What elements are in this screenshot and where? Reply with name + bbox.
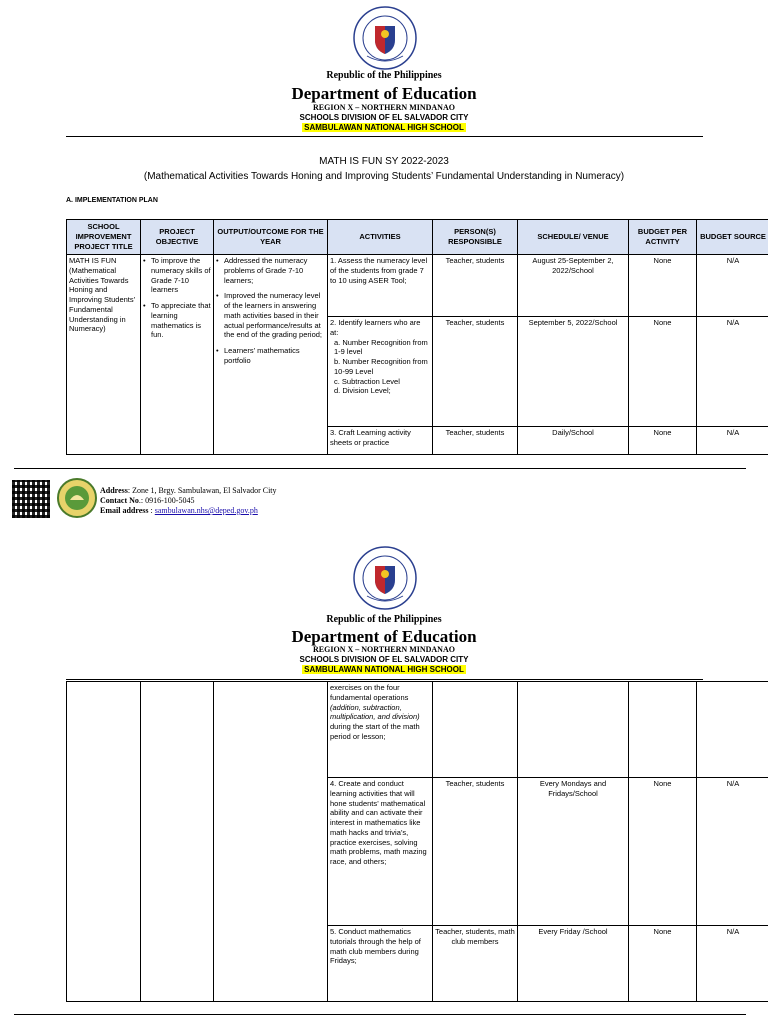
objectives-cell xyxy=(141,682,214,1002)
contact-value: .: 0916-100-5045 xyxy=(138,496,195,505)
document-subtitle: (Mathematical Activities Towards Honing and Improving Students’ Fundamental Understanding in Numeracy) xyxy=(143,171,625,182)
source-cell xyxy=(697,682,768,778)
header-rule xyxy=(66,679,703,680)
person-cell: Teacher, students xyxy=(433,317,518,427)
person-cell: Teacher, students xyxy=(433,778,518,926)
department-name: Department of Education xyxy=(291,627,477,646)
implementation-plan-table-continued xyxy=(66,681,768,1002)
activity-cell: 3. Craft Learning activity sheets or practice xyxy=(328,427,433,455)
table-row xyxy=(67,255,768,317)
source-cell: N/A xyxy=(697,317,768,427)
budget-cell: None xyxy=(629,778,697,926)
col-header: BUDGET PER ACTIVITY xyxy=(629,220,697,255)
source-cell: N/A xyxy=(697,926,768,1002)
col-header: SCHEDULE/ VENUE xyxy=(518,220,629,255)
project-title-cell: MATH IS FUN (Mathematical Activities Towards Honing and Improving Students’ Fundamental Understanding in Numeracy) xyxy=(67,255,141,455)
col-header: PERSON(S) RESPONSIBLE xyxy=(433,220,518,255)
level-item: b. Number Recognition from 10-99 Level xyxy=(334,357,428,376)
footer-rule xyxy=(14,1014,746,1015)
address-label: Address xyxy=(100,486,128,495)
source-cell: N/A xyxy=(697,778,768,926)
section-heading: A. IMPLEMENTATION PLAN xyxy=(66,197,158,204)
deped-seal-icon xyxy=(353,6,417,70)
republic-label: Republic of the Philippines xyxy=(326,70,442,81)
school-name: SAMBULAWAN NATIONAL HIGH SCHOOL xyxy=(304,123,464,132)
budget-cell: None xyxy=(629,317,697,427)
qr-code-icon xyxy=(12,480,50,518)
division-label: SCHOOLS DIVISION OF EL SALVADOR CITY xyxy=(299,655,469,664)
activity-cell: 5. Conduct mathematics tutorials through the help of math club members during Fridays; xyxy=(328,926,433,1002)
schedule-cell: August 25-September 2, 2022/School xyxy=(518,255,629,317)
region-label: REGION X – NORTHERN MINDANAO xyxy=(313,645,455,654)
document-page-2 xyxy=(0,540,768,1024)
header-rule xyxy=(66,136,703,137)
division-label: SCHOOLS DIVISION OF EL SALVADOR CITY xyxy=(299,113,469,122)
outcome-item: • Improved the numeracy level of the learners in answering math activities based in their actual performance/results at the end of the grading period; xyxy=(216,291,325,340)
schedule-cell: Every Mondays and Fridays/School xyxy=(518,778,629,926)
col-header: SCHOOL IMPROVEMENT PROJECT TITLE xyxy=(67,220,141,255)
footer-rule xyxy=(14,468,746,469)
objective-item: • To improve the numeracy skills of Grade 7-10 learners xyxy=(143,256,211,295)
col-header: OUTPUT/OUTCOME FOR THE YEAR xyxy=(214,220,328,255)
source-cell: N/A xyxy=(697,255,768,317)
objective-item: • To appreciate that learning mathematics is fun. xyxy=(143,301,211,340)
email-label: Email address xyxy=(100,506,149,515)
budget-cell: None xyxy=(629,926,697,1002)
table-header-row xyxy=(67,220,768,255)
activity-cell: exercises on the four fundamental operations (addition, subtraction, multiplication, and division) during the start of the math period or lesson; xyxy=(328,682,433,778)
person-cell: Teacher, students xyxy=(433,255,518,317)
level-item: c. Subtraction Level xyxy=(334,376,400,386)
address-value: : Zone 1, Brgy. Sambulawan, El Salvador City xyxy=(127,486,277,495)
project-title-cell xyxy=(67,682,141,1002)
footer-contact: Address: Zone 1, Brgy. Sambulawan, El Salvador City Contact No.: 0916-100-5045 Email address : sambulawan.nhs@deped.gov.ph xyxy=(100,486,277,515)
school-name: SAMBULAWAN NATIONAL HIGH SCHOOL xyxy=(304,665,464,674)
level-item: a. Number Recognition from 1-9 level xyxy=(334,337,428,357)
outcomes-cell xyxy=(214,255,328,455)
implementation-plan-table xyxy=(66,219,768,455)
activity-cell: 1. Assess the numeracy level of the students from grade 7 to 10 using ASER Tool; xyxy=(328,255,433,317)
schedule-cell xyxy=(518,682,629,778)
person-cell: Teacher, students, math club members xyxy=(433,926,518,1002)
republic-label: Republic of the Philippines xyxy=(326,614,442,625)
schedule-cell: Every Friday /School xyxy=(518,926,629,1002)
schedule-cell: September 5, 2022/School xyxy=(518,317,629,427)
outcome-item: • Learners’ mathematics portfolio xyxy=(216,346,325,366)
budget-cell: None xyxy=(629,255,697,317)
contact-label: Contact No xyxy=(100,496,139,505)
budget-cell xyxy=(629,682,697,778)
outcome-item: • Addressed the numeracy problems of Grade 7-10 learners; xyxy=(216,256,325,285)
source-cell: N/A xyxy=(697,427,768,455)
document-title: MATH IS FUN SY 2022-2023 xyxy=(319,156,449,167)
region-label: REGION X – NORTHERN MINDANAO xyxy=(313,103,455,112)
col-header: ACTIVITIES xyxy=(328,220,433,255)
objectives-cell xyxy=(141,255,214,455)
col-header: BUDGET SOURCE xyxy=(697,220,768,255)
activity-cell xyxy=(328,317,433,427)
outcomes-cell xyxy=(214,682,328,1002)
activity-cell: 4. Create and conduct learning activities that will hone students’ mathematical ability and can activate their interest in mathematics like math hacks and trivia’s, practice exercises, solving math problems, math mazing race, and others; xyxy=(328,778,433,926)
table-row xyxy=(67,682,768,778)
schedule-cell: Daily/School xyxy=(518,427,629,455)
department-name: Department of Education xyxy=(291,84,477,103)
school-logo-icon xyxy=(57,478,97,518)
deped-seal-icon xyxy=(353,546,417,610)
person-cell xyxy=(433,682,518,778)
activity-intro: 2. Identify learners who are at: xyxy=(330,318,421,337)
col-header: PROJECT OBJECTIVE xyxy=(141,220,214,255)
person-cell: Teacher, students xyxy=(433,427,518,455)
email-link[interactable]: sambulawan.nhs@deped.gov.ph xyxy=(154,506,258,515)
level-item: d. Division Level; xyxy=(334,386,391,396)
budget-cell: None xyxy=(629,427,697,455)
